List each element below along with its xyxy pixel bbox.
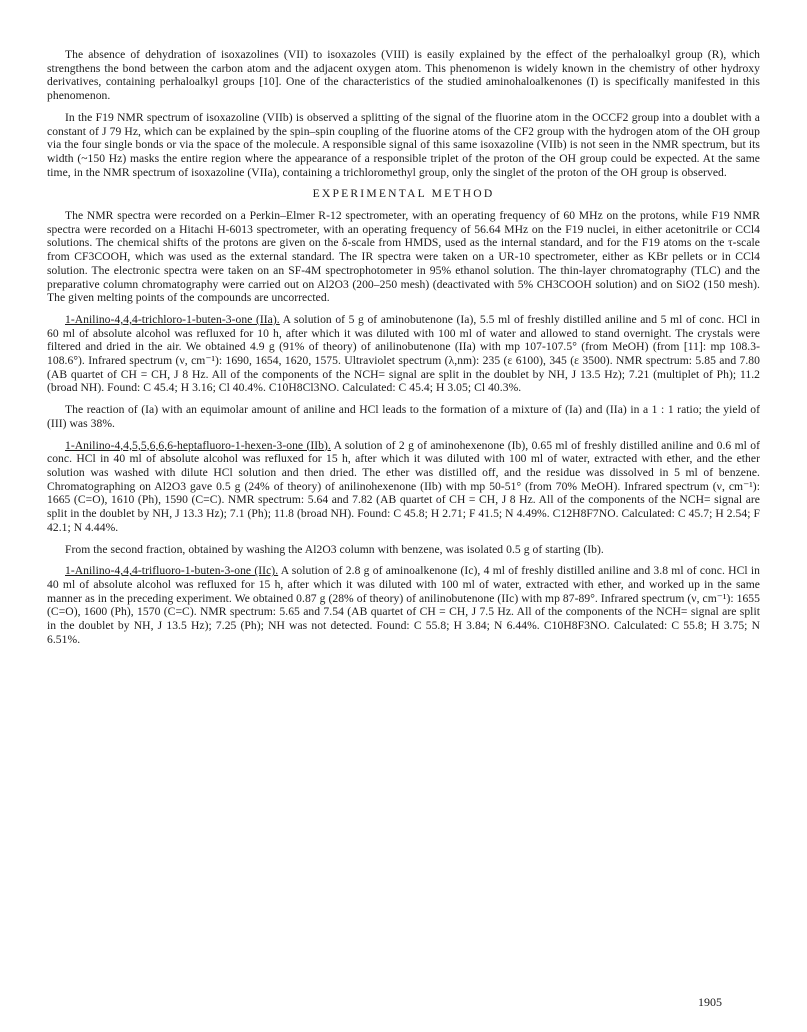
- page-number: 1905: [698, 995, 722, 1009]
- paragraph-second-fraction: From the second fraction, obtained by washing the Al2O3 column with benzene, was isolated 0.5 g of starting (Ib).: [65, 542, 604, 556]
- compound-title-iib: 1-Anilino-4,4,5,5,6,6,6-heptafluoro-1-hexen-3-one (IIb).: [65, 438, 331, 452]
- paragraph-iib-body: A solution of 2 g of aminohexenone (Ib), 0.65 ml of freshly distilled aniline and 0.6 ml of conc. HCl in 40 ml of absolute alcohol was refluxed for 15 h, after which it was diluted with 100 ml of water, extracted with ether, and the ether solution was washed with dilute HCl solution and then dried. The ether was distilled off, and the residue was dissolved in 5 ml of benzene. Chromatographing on Al2O3 gave 0.5 g (24% of theory) of anilinohexenone (IIb) with mp 50-51° (from 70% MeOH). Infrared spectrum (ν, cm⁻¹): 1665 (C=O), 1610 (Ph), 1590 (C=C). NMR spectrum: 5.64 and 7.82 (AB quartet of CH = CH, J 8 Hz. All of the components of the NCH= signal are split in the doublet by NH, J 13.3 Hz); 7.1 (Ph); 11.8 (broad NH). Found: C 45.8; H 2.71; F 41.5; N 4.49%. C12H8F7NO. Calculated: C 45.7; H 2.54; F 42.1; N 4.44%.: [47, 438, 761, 534]
- paragraph-iia-body: A solution of 5 g of aminobutenone (Ia), 5.5 ml of freshly distilled aniline and 5 ml of conc. HCl in 60 ml of absolute alcohol was refluxed for 10 h, after which it was diluted with 100 ml of water and allowed to stand overnight. The crystals were filtered and dried in the air. We obtained 4.9 g (91% of theory) of anilinobutenone (IIa) with mp 107-107.5° (from MeOH) (from [11]: mp 108.3-108.6°). Infrared spectrum (ν, cm⁻¹): 1690, 1654, 1620, 1575. Ultraviolet spectrum (λ,nm): 235 (ε 6100), 345 (ε 3500). NMR spectrum: 5.85 and 7.80 (AB quartet of CH = CH, J 8 Hz. All of the components of the NCH= signal are split in the doublet by NH, J 13.5 Hz); 7.21 (multiplet of Ph); 11.2 (broad NH). Found: C 45.4; H 3.16; Cl 40.4%. C10H8Cl3NO. Calculated: C 45.4; H 3.05; Cl 40.3%.: [47, 312, 760, 395]
- paragraph-reaction: The reaction of (Ia) with an equimolar amount of aniline and HCl leads to the formation of a mixture of (Ia) and (IIa) in a 1 : 1 ratio; the yield of (III) was 38%.: [47, 403, 760, 430]
- compound-title-iia: 1-Anilino-4,4,4-trichloro-1-buten-3-one (IIa).: [65, 312, 280, 326]
- section-heading: EXPERIMENTAL METHOD: [312, 187, 495, 201]
- compound-title-iic: 1-Anilino-4,4,4-trifluoro-1-buten-3-one (IIc).: [65, 564, 279, 578]
- paragraph-iic-body: A solution of 2.8 g of aminoalkenone (Ic), 4 ml of freshly distilled aniline and 3.8 ml of conc. HCl in 40 ml of absolute alcohol was refluxed for 15 h, after which it was diluted with 100 ml of water, extracted with ether, and worked up in the same manner as in the preceding experiment. We obtained 0.87 g (28% of theory) of anilinobutenone (IIc) with mp 87-89°. Infrared spectrum (ν, cm⁻¹): 1655 (C=O), 1600 (Ph), 1570 (C=C). NMR spectrum: 5.65 and 7.54 (AB quartet of CH = CH, J 7.5 Hz. All of the components of the NCH= signal are split in the doublet by NH, J 13.5 Hz); 7.25 (Ph); NH was not detected. Found: C 55.8; H 3.84; N 6.44%. C10H8F3NO. Calculated: C 55.8; H 3.75; N 6.51%.: [47, 564, 760, 646]
- body-text: [47, 48, 760, 654]
- paragraph-nmr-isoxazoline: In the F19 NMR spectrum of isoxazoline (VIIb) is observed a splitting of the signal of the fluorine atom in the OCCF2 group into a doublet with a constant of J 79 Hz, which can be explained by the spin–spin coupling of the fluorine atoms of the CF2 group with the hydrogen atom of the OH group via the four single bonds or via the space of the molecule. A responsible signal of this same isoxazoline (VIIb) is not seen in the NMR spectrum, but its width (~150 Hz) masks the entire region where the appearance of a responsible triplet of the proton of the OH group could be expected. At the same time, in the NMR spectrum of isoxazoline (VIIa), containing a trichloromethyl group, only the singlet of the proton of the OH group is observed.: [47, 110, 760, 179]
- paragraph-iia: [47, 313, 760, 395]
- paragraph-iic: [47, 564, 760, 646]
- paragraph-dehydration: The absence of dehydration of isoxazolines (VII) to isoxazoles (VIII) is easily explained by the effect of the perhaloalkyl group (R), which strengthens the bond between the carbon atom and the adjacent oxygen atom. This phenomenon is widely known in the chemistry of other hydroxy derivatives, containing perhaloalkyl groups [10]. One of the characteristics of the studied aminohaloalkenones (I) is specifically manifested in this phenomenon.: [47, 48, 760, 103]
- paragraph-methods: The NMR spectra were recorded on a Perkin–Elmer R-12 spectrometer, with an operating frequency of 60 MHz on the protons, while F19 NMR spectra were recorded on a Hitachi H-6013 spectrometer, with an operating frequency of 56.64 MHz on the F19 nuclei, in either acetonitrile or CCl4 solutions. The chemical shifts of the protons are given on the δ-scale from HMDS, used as the internal standard, and for the F19 atoms on the τ-scale from CF3COOH, which was used as the external standard. The IR spectra were taken on a UR-10 spectrometer, either as KBr pellets or in CCl4 solution. The electronic spectra were taken on an SF-4M spectrophotometer in 95% ethanol solution. The thin-layer chromatography (TLC) and the preparative column chromatography were carried out on Al2O3 (200–250 mesh) (deactivated with 5% CH3COOH solution) and on SiO2 (150 mesh). The given melting points of the compounds are uncorrected.: [47, 209, 760, 305]
- paragraph-iib: [47, 439, 760, 535]
